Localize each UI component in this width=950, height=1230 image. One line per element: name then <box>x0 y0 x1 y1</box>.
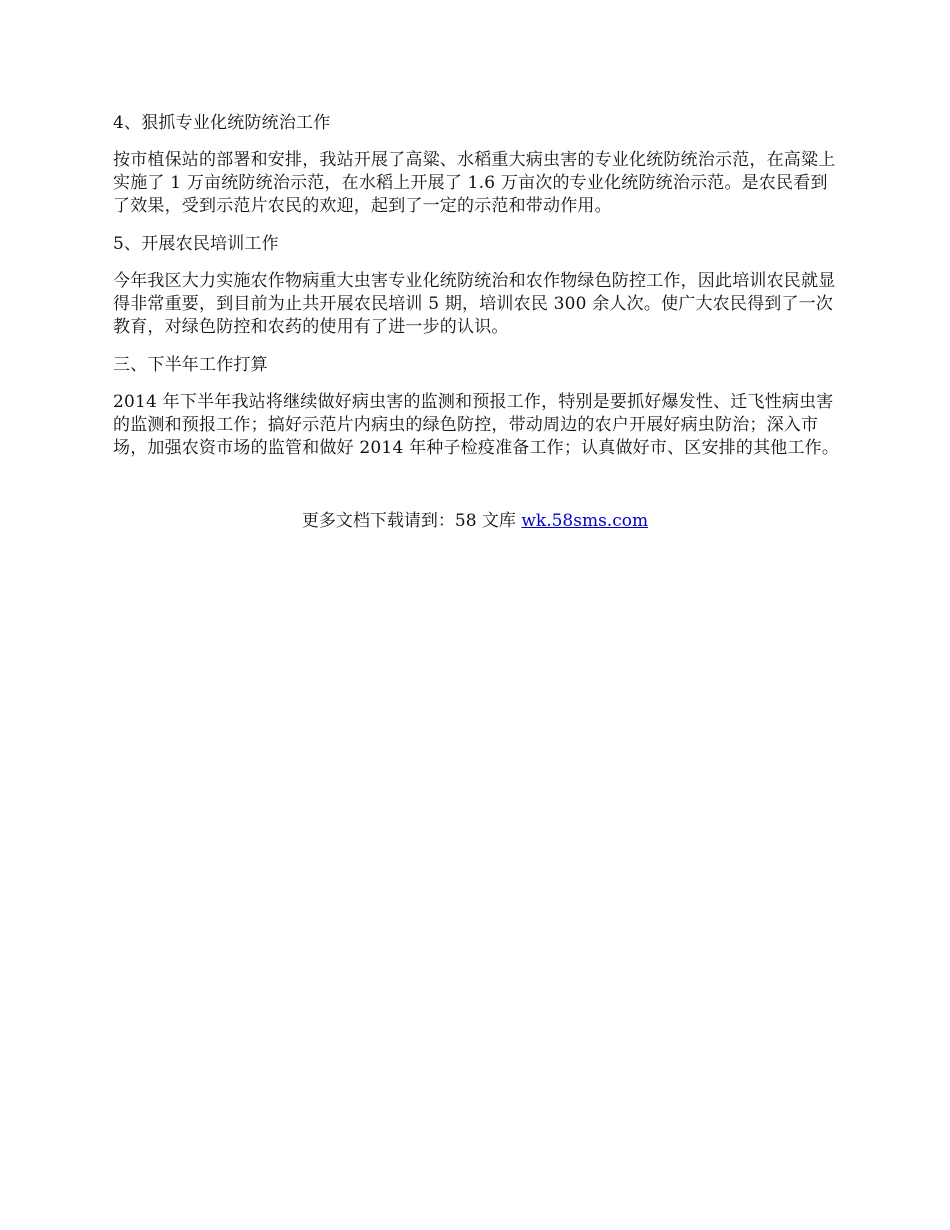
section-heading-4: 4、狠抓专业化统防统治工作 <box>113 113 331 133</box>
footer-prefix: 更多文档下载请到：58 文库 <box>301 511 522 531</box>
section-heading-3: 三、下半年工作打算 <box>113 355 268 375</box>
footer-link[interactable]: wk.58sms.com <box>521 511 649 531</box>
footer-download-note <box>0 510 950 533</box>
section-body-5: 今年我区大力实施农作物病重大虫害专业化统防统治和农作物绿色防控工作，因此培训农民就显得非常重要，到目前为止共开展农民培训 5 期，培训农民 300 余人次。使广大农民得到了一次教育，对绿色防控和农药的使用有了进一步的认识。 <box>113 271 836 337</box>
section-heading-5: 5、开展农民培训工作 <box>113 234 279 254</box>
section-body-4: 按市植保站的部署和安排，我站开展了高粱、水稻重大病虫害的专业化统防统治示范，在高粱上实施了 1 万亩统防统治示范，在水稻上开展了 1.6 万亩次的专业化统防统治示范。是农民看到了效果，受到示范片农民的欢迎，起到了一定的示范和带动作用。 <box>113 150 836 216</box>
section-body-3: 2014 年下半年我站将继续做好病虫害的监测和预报工作，特别是要抓好爆发性、迁飞性病虫害的监测和预报工作；搞好示范片内病虫的绿色防控，带动周边的农户开展好病虫防治；深入市场，加强农资市场的监管和做好 2014 年种子检疫准备工作；认真做好市、区安排的其他工作。 <box>113 392 840 458</box>
document-body <box>113 112 841 475</box>
